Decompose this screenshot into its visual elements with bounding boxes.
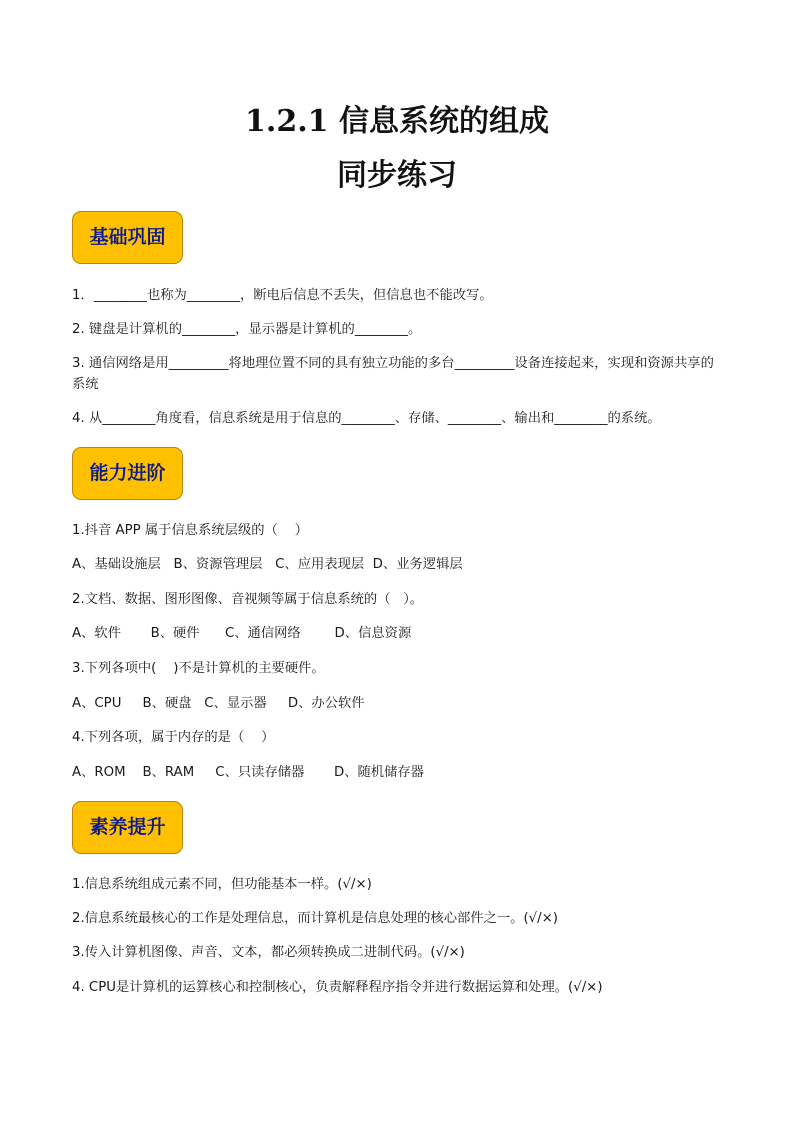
- answer-options: A、CPU B、硬盘 C、显示器 D、办公软件: [72, 696, 365, 711]
- question-line: 3. 通信网络是用_________将地理位置不同的具有独立功能的多台_________设备连接起来，实现和资源共享的系统: [72, 356, 714, 392]
- question-line: 1.信息系统组成元素不同，但功能基本一样。(√/×): [72, 877, 372, 892]
- section-heading-advanced: 能力进阶: [72, 447, 183, 500]
- document-title: 1.2.1 信息系统的组成: [245, 104, 549, 139]
- document-subtitle: 同步练习: [337, 158, 457, 193]
- answer-options: A、ROM B、RAM C、只读存储器 D、随机储存器: [72, 765, 424, 780]
- answer-options: A、基础设施层 B、资源管理层 C、应用表现层 D、业务逻辑层: [72, 557, 463, 572]
- section-heading-basic: 基础巩固: [72, 211, 183, 264]
- question-line: 2.信息系统最核心的工作是处理信息，而计算机是信息处理的核心部件之一。(√/×): [72, 911, 558, 926]
- question-line: 1.抖音 APP 属于信息系统层级的（ ）: [72, 523, 309, 538]
- question-line: 2.文档、数据、图形图像、音视频等属于信息系统的（ ）。: [72, 592, 424, 607]
- question-line: 2. 键盘是计算机的________，显示器是计算机的________。: [72, 322, 422, 337]
- answer-options: A、软件 B、硬件 C、通信网络 D、信息资源: [72, 626, 412, 641]
- question-line: 4. 从________角度看，信息系统是用于信息的________、存储、________、输出和________的系统。: [72, 411, 661, 426]
- question-line: 4. CPU是计算机的运算核心和控制核心，负责解释程序指令并进行数据运算和处理。(√/×): [72, 980, 603, 995]
- section-heading-literacy: 素养提升: [72, 801, 183, 854]
- question-line: 3.传入计算机图像、声音、文本，都必须转换成二进制代码。(√/×): [72, 945, 465, 960]
- question-line: 3.下列各项中( )不是计算机的主要硬件。: [72, 661, 325, 676]
- question-line: 1．________也称为________，断电后信息不丢失，但信息也不能改写。: [72, 288, 493, 303]
- question-line: 4.下列各项，属于内存的是（ ）: [72, 730, 275, 745]
